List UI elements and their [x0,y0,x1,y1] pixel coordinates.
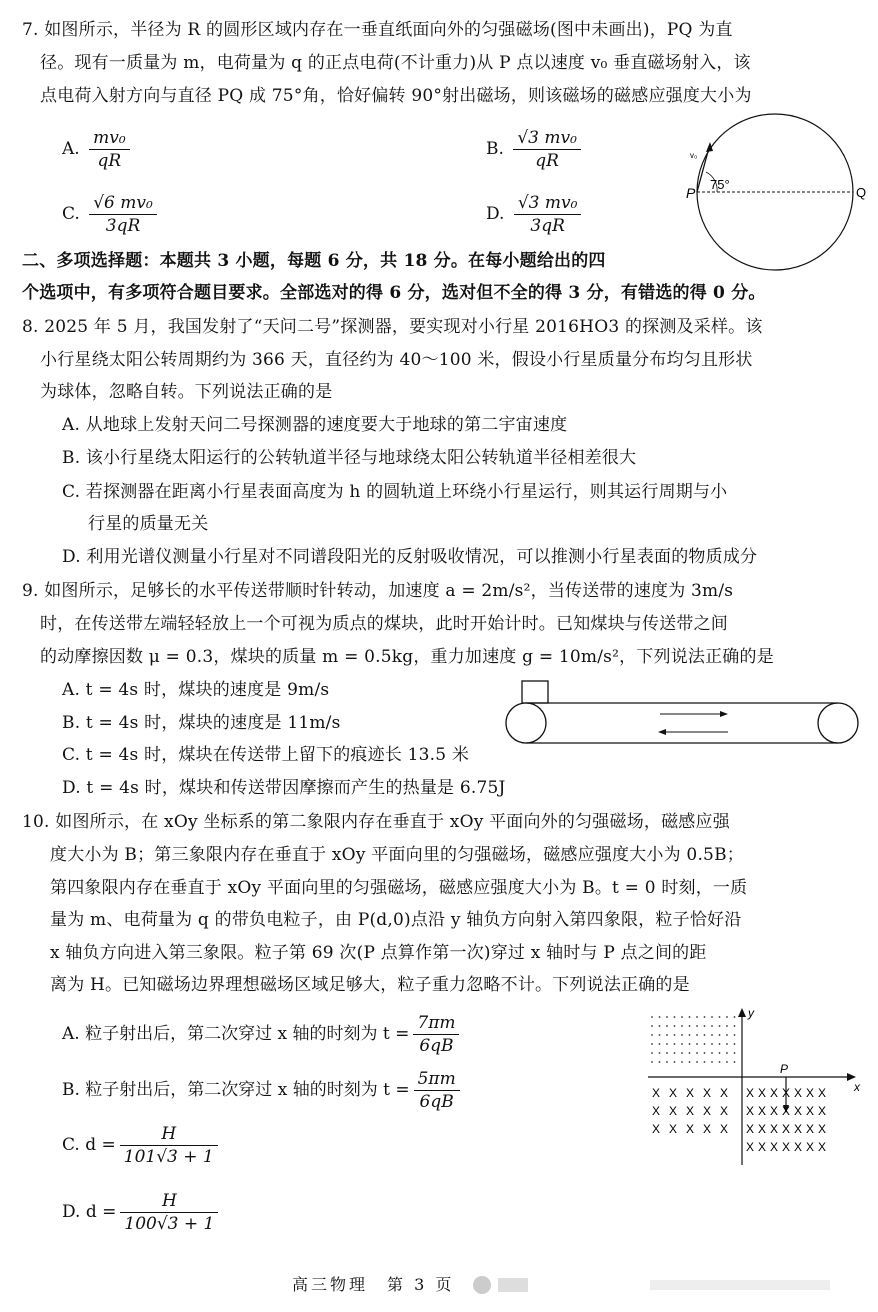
field-cross: X [703,1104,712,1118]
arrow-left-head [658,729,666,735]
field-dot [651,1043,653,1045]
field-cross: X [818,1122,827,1136]
field-dot [681,1016,683,1018]
field-cross: X [818,1086,827,1100]
field-cross: X [746,1086,755,1100]
field-dot [734,1043,736,1045]
field-cross: X [782,1086,791,1100]
field-dot [696,1052,698,1054]
q9-stem-line-1: 9. 如图所示，足够长的水平传送带顺时针转动，加速度 a = 2m/s²，当传送带的速度为 3m/s [22,581,734,601]
field-cross: X [758,1122,767,1136]
q10-option-d-fraction: $\frac{H}{100√3 + 1}$ [120,1190,218,1235]
field-dot [689,1025,691,1027]
field-dot [711,1034,713,1036]
q10-option-a-fraction: $\frac{7\pi m}{6qB}$ [413,1012,459,1057]
field-dot [666,1052,668,1054]
field-cross: X [782,1140,791,1154]
q7-option-d-fraction: $\frac{\text{√3 mv₀}}{3qR}$ [514,192,582,237]
field-dot [719,1052,721,1054]
field-dot [659,1052,661,1054]
field-dot [719,1043,721,1045]
field-cross: X [746,1140,755,1154]
field-dot [704,1016,706,1018]
field-cross: X [770,1086,779,1100]
left-pulley [506,703,546,743]
field-dot [674,1061,676,1063]
field-cross: X [818,1104,827,1118]
field-cross: X [794,1104,803,1118]
coal-block [522,681,548,703]
field-cross: X [818,1140,827,1154]
field-dot [689,1016,691,1018]
q10-stem-line-1: 10. 如图所示，在 xOy 坐标系的第二象限内存在垂直于 xOy 平面向外的匀强磁场，磁感应强 [22,812,730,832]
field-dot [696,1061,698,1063]
q10-stem-line-6: 离为 H。已知磁场边界理想磁场区域足够大，粒子重力忽略不计。下列说法正确的是 [50,975,690,995]
q7-stem-line-1: 7. 如图所示，半径为 R 的圆形区域内存在一垂直纸面向外的匀强磁场(图中未画出)，PQ 为直 [22,20,733,40]
field-dot [651,1061,653,1063]
field-dot [674,1034,676,1036]
field-cross: X [806,1140,815,1154]
q8-stem-line-1: 8. 2025 年 5 月，我国发射了“天问二号”探测器，要实现对小行星 2016HO3 的探测及采样。该 [22,317,763,337]
field-dot [711,1016,713,1018]
field-dot [734,1034,736,1036]
quadrant4-crosses [746,1086,826,1154]
field-dot [704,1061,706,1063]
q9-option-d[interactable]: D. t = 4s 时，煤块和传送带因摩擦而产生的热量是 6.75J [62,778,506,798]
field-cross: X [652,1104,661,1118]
field-cross: X [669,1086,678,1100]
q7-circle-figure [680,112,870,284]
field-dot [659,1043,661,1045]
field-dot [666,1025,668,1027]
field-dot [651,1052,653,1054]
field-dot [666,1043,668,1045]
field-cross: X [758,1140,767,1154]
q9-option-b[interactable]: B. t = 4s 时，煤块的速度是 11m/s [62,713,341,733]
q7-stem-line-2: 径。现有一质量为 m，电荷量为 q 的正点电荷(不计重力)从 P 点以速度 v₀ 垂直磁场射入，该 [40,53,751,73]
field-cross: X [686,1086,695,1100]
field-dot [681,1061,683,1063]
q8-option-c-continued: 行星的质量无关 [88,514,209,534]
field-dot [681,1034,683,1036]
field-dot [651,1016,653,1018]
q7-option-b[interactable]: B. $\frac{\text{√3 mv₀}}{qR}$ [486,127,581,172]
field-dot [696,1016,698,1018]
field-dot [659,1016,661,1018]
field-cross: X [703,1122,712,1136]
field-cross: X [758,1086,767,1100]
section2-heading-line-1: 二、多项选择题：本题共 3 小题，每题 6 分，共 18 分。在每小题给出的四 [22,251,606,271]
field-dot [704,1034,706,1036]
field-dot [659,1061,661,1063]
right-pulley [818,703,858,743]
field-dot [689,1043,691,1045]
field-dot [704,1052,706,1054]
q9-option-a[interactable]: A. t = 4s 时，煤块的速度是 9m/s [62,680,330,700]
field-dot [666,1061,668,1063]
q10-option-c-fraction: $\frac{H}{101√3 + 1}$ [120,1123,218,1168]
q8-stem-line-2: 小行星绕太阳公转周期约为 366 天，直径约为 40～100 米，假设小行星质量分布均匀且形状 [40,350,753,370]
field-dot [696,1043,698,1045]
conveyor-belt-figure [500,675,862,759]
q7-option-d[interactable]: D. $\frac{\text{√3 mv₀}}{3qR}$ [486,192,581,237]
field-cross: X [686,1104,695,1118]
section2-heading-line-2: 个选项中，有多项符合题目要求。全部选对的得 6 分，选对但不全的得 3 分，有错选的得 0 分。 [22,283,766,303]
field-dot [726,1061,728,1063]
field-cross: X [720,1086,729,1100]
point-q-label: Q [856,185,867,200]
field-dot [726,1052,728,1054]
q8-option-c[interactable]: C. 若探测器在距离小行星表面高度为 h 的圆轨道上环绕小行星运行，则其运行周期与小 [62,482,728,502]
q10-field-figure [640,1005,870,1170]
q8-option-b[interactable]: B. 该小行星绕太阳运行的公转轨道半径与地球绕太阳公转轨道半径相差很大 [62,448,637,468]
field-dot [704,1043,706,1045]
field-dot [689,1061,691,1063]
q7-option-c[interactable]: C. $\frac{\text{√6 mv₀}}{3qR}$ [62,192,157,237]
field-dot [689,1052,691,1054]
field-dot [689,1034,691,1036]
q7-stem-line-3: 点电荷入射方向与直径 PQ 成 75°角，恰好偏转 90°射出磁场，则该磁场的磁感应强度大小为 [40,86,752,106]
angle-label: 75° [710,177,730,192]
q7-option-a[interactable]: A. $\frac{\text{mv₀}}{qR}$ [62,127,130,172]
field-cross: X [720,1104,729,1118]
q10-option-c[interactable]: C. d = $\frac{H}{101√3 + 1}$ [62,1123,218,1168]
field-cross: X [782,1104,791,1118]
field-dot [704,1025,706,1027]
field-dot [674,1052,676,1054]
quadrant3-crosses [652,1086,728,1136]
velocity-label: v₀ [690,151,698,160]
q10-option-b[interactable]: B. 粒子射出后，第二次穿过 x 轴的时刻为 t = $\frac{5\pi m}{6qB}$ [62,1068,460,1113]
field-dot [651,1034,653,1036]
field-dot [681,1043,683,1045]
field-dot [659,1034,661,1036]
q10-stem-line-3: 第四象限内存在垂直于 xOy 平面向里的匀强磁场，磁感应强度大小为 B。t = 0 时刻，一质 [50,878,748,898]
q10-stem-line-5: x 轴负方向进入第三象限。粒子第 69 次(P 点算作第一次)穿过 x 轴时与 P 点之间的距 [50,943,707,963]
field-dot [726,1043,728,1045]
field-dot [719,1025,721,1027]
q10-option-a[interactable]: A. 粒子射出后，第二次穿过 x 轴的时刻为 t = $\frac{7\pi m}{6qB}$ [62,1012,459,1057]
field-dot [674,1025,676,1027]
field-dot [666,1016,668,1018]
field-dot [666,1034,668,1036]
q8-stem-line-3: 为球体，忽略自转。下列说法正确的是 [40,382,333,402]
field-dot [696,1034,698,1036]
field-cross: X [669,1104,678,1118]
field-cross: X [720,1122,729,1136]
field-dot [711,1061,713,1063]
q7-option-c-fraction: $\frac{\text{√6 mv₀}}{3qR}$ [89,192,157,237]
field-dot [681,1052,683,1054]
field-dot [674,1043,676,1045]
field-cross: X [782,1122,791,1136]
field-cross: X [746,1104,755,1118]
q10-option-b-fraction: $\frac{5\pi m}{6qB}$ [414,1068,460,1113]
field-dot [726,1034,728,1036]
field-dot [711,1025,713,1027]
field-dot [711,1052,713,1054]
point-p-label: P [686,185,696,201]
field-dot [681,1025,683,1027]
field-cross: X [746,1122,755,1136]
y-axis-label: y [748,1006,754,1020]
field-dot [651,1025,653,1027]
field-cross: X [794,1140,803,1154]
page-footer: 高三物理 第 3 页 [292,1275,455,1294]
q9-stem-line-3: 的动摩擦因数 μ = 0.3，煤块的质量 m = 0.5kg，重力加速度 g = 10m/s²，下列说法正确的是 [40,647,774,667]
q8-option-a[interactable]: A. 从地球上发射天问二号探测器的速度要大于地球的第二宇宙速度 [62,415,568,435]
q9-stem-line-2: 时，在传送带左端轻轻放上一个可视为质点的煤块，此时开始计时。已知煤块与传送带之间 [40,614,728,634]
field-cross: X [770,1122,779,1136]
field-cross: X [758,1104,767,1118]
field-cross: X [652,1122,661,1136]
field-cross: X [806,1086,815,1100]
field-cross: X [770,1140,779,1154]
x-axis-label: x [854,1080,860,1094]
point-p-label: P [780,1062,789,1076]
q10-option-d[interactable]: D. d = $\frac{H}{100√3 + 1}$ [62,1190,218,1235]
field-cross: X [794,1122,803,1136]
q10-stem-line-4: 量为 m、电荷量为 q 的带负电粒子，由 P(d,0)点沿 y 轴负方向射入第四象限，粒子恰好沿 [50,910,742,930]
field-cross: X [794,1086,803,1100]
field-dot [734,1061,736,1063]
field-dot [734,1025,736,1027]
watermark [470,1268,850,1302]
field-cross: X [686,1122,695,1136]
field-cross: X [806,1104,815,1118]
q7-option-b-fraction: $\frac{\text{√3 mv₀}}{qR}$ [513,127,581,172]
field-dot [734,1016,736,1018]
field-cross: X [806,1122,815,1136]
y-axis-arrowhead [738,1008,746,1017]
field-dot [734,1052,736,1054]
field-dot [659,1025,661,1027]
field-cross: X [770,1104,779,1118]
field-dot [726,1016,728,1018]
field-cross: X [652,1086,661,1100]
q10-stem-line-2: 度大小为 B；第三象限内存在垂直于 xOy 平面向里的匀强磁场，磁感应强度大小为 0.5B； [50,845,744,865]
field-dot [719,1034,721,1036]
field-dot [674,1016,676,1018]
field-dot [726,1025,728,1027]
q7-option-a-fraction: $\frac{\text{mv₀}}{qR}$ [89,127,130,172]
field-dot [719,1061,721,1063]
q8-option-d[interactable]: D. 利用光谱仪测量小行星对不同谱段阳光的反射吸收情况，可以推测小行星表面的物质成分 [62,547,758,567]
field-cross: X [703,1086,712,1100]
field-dot [719,1016,721,1018]
q9-option-c[interactable]: C. t = 4s 时，煤块在传送带上留下的痕迹长 13.5 米 [62,745,470,765]
arrow-right-head [720,711,728,717]
quadrant2-dots [651,1016,735,1063]
field-dot [696,1025,698,1027]
field-cross: X [669,1122,678,1136]
field-dot [711,1043,713,1045]
